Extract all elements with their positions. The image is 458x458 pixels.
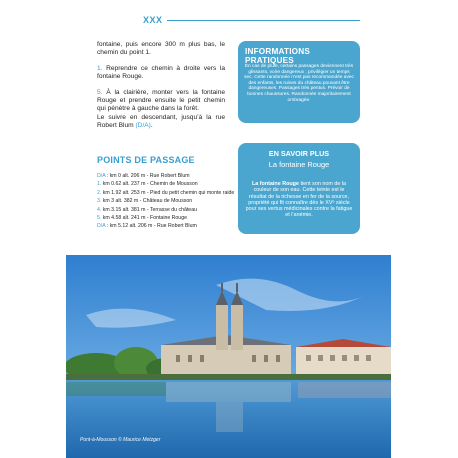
paragraph-1-text: fontaine, puis encore 300 m plus bas, le chemin du point 1.	[97, 41, 225, 57]
point-text: : km 5.12 alt. 206 m - Rue Robert Blum	[105, 223, 197, 230]
paragraph-3-text: À la clairière, monter vers la fontaine Rouge et prendre ensuite le petit chemin qui pénètre à gauche dans la forêt.	[97, 88, 225, 113]
savoir-title: EN SAVOIR PLUS	[268, 149, 330, 158]
point-code: D/A	[97, 223, 106, 230]
point-item	[97, 222, 237, 230]
paragraph-3-da: (D/A)	[135, 122, 151, 130]
point-text: km 3.15 alt. 381 m - Terrasse du château	[101, 206, 197, 213]
info-text: En cas de pluie, certains passages deviennent très glissants, voire dangereux ; privilégier un temps sec. Cette randonnée n’est pas recommandée avec des enfants, les ruines du château pouvant être dangereuses. Passages très pentus. Prévoir de bonnes chaussures. Randonnée majoritairement ombragée.	[244, 64, 354, 103]
savoir-subtitle: La fontaine Rouge	[268, 160, 330, 169]
point-item	[97, 214, 237, 222]
town-photo-illustration	[66, 255, 391, 458]
header-rule	[167, 20, 360, 21]
info-title: INFORMATIONS PRATIQUES	[245, 47, 311, 65]
point-code: 5.	[97, 215, 102, 222]
paragraph-3-more: Le suivre en descendant, jusqu’à la rue Robert Blum	[97, 113, 225, 130]
paragraph-3-end: .	[150, 122, 153, 130]
point-item	[97, 197, 237, 205]
paragraph-2	[97, 65, 225, 82]
step-number-5: 5.	[97, 88, 103, 96]
point-text: km 0.62 alt. 237 m - Chemin de Mousson	[101, 181, 198, 188]
point-text: km 3 alt. 382 m - Château de Mousson	[101, 198, 193, 205]
paragraph-1	[97, 41, 225, 58]
route-text	[97, 41, 225, 138]
point-code: 2.	[97, 189, 102, 196]
savoir-text	[245, 181, 353, 219]
info-box	[238, 41, 360, 123]
points-list	[97, 172, 237, 231]
point-text: km 1.92 alt. 253 m - Pied du petit chemin qui monte raide	[101, 189, 235, 196]
paragraph-2-text: Reprendre ce chemin à droite vers la fontaine Rouge.	[97, 64, 225, 81]
savoir-body: tient son nom de la couleur de son eau. Cette teinte est le résultat de la richesse en fer de la source, propriété qui fit connaître dès le XVᵉ siècle pour ses vertus médicinales contre la fatigue et l’anémie.	[245, 181, 353, 219]
header-label: XXX	[143, 15, 163, 25]
point-code: 1.	[97, 181, 102, 188]
point-item	[97, 189, 237, 197]
point-code: 3.	[97, 198, 102, 205]
town-photo	[66, 255, 391, 458]
point-text: km 4.58 alt. 241 m - Fontaine Rouge	[101, 215, 187, 222]
point-text: : km 0 alt. 206 m - Rue Robert Blum	[105, 173, 190, 179]
paragraph-3	[97, 89, 225, 131]
savoir-lead: La fontaine Rouge	[251, 181, 299, 187]
step-number-1: 1.	[97, 64, 103, 72]
point-item	[97, 172, 237, 180]
point-item	[97, 206, 237, 214]
point-code: 4.	[97, 206, 102, 213]
point-item	[97, 180, 237, 188]
point-code: D/A	[97, 173, 106, 179]
points-title: POINTS DE PASSAGE	[97, 155, 195, 165]
savoir-box	[238, 143, 360, 234]
photo-caption: Pont-à-Mousson © Maurice Metzger	[80, 437, 161, 443]
